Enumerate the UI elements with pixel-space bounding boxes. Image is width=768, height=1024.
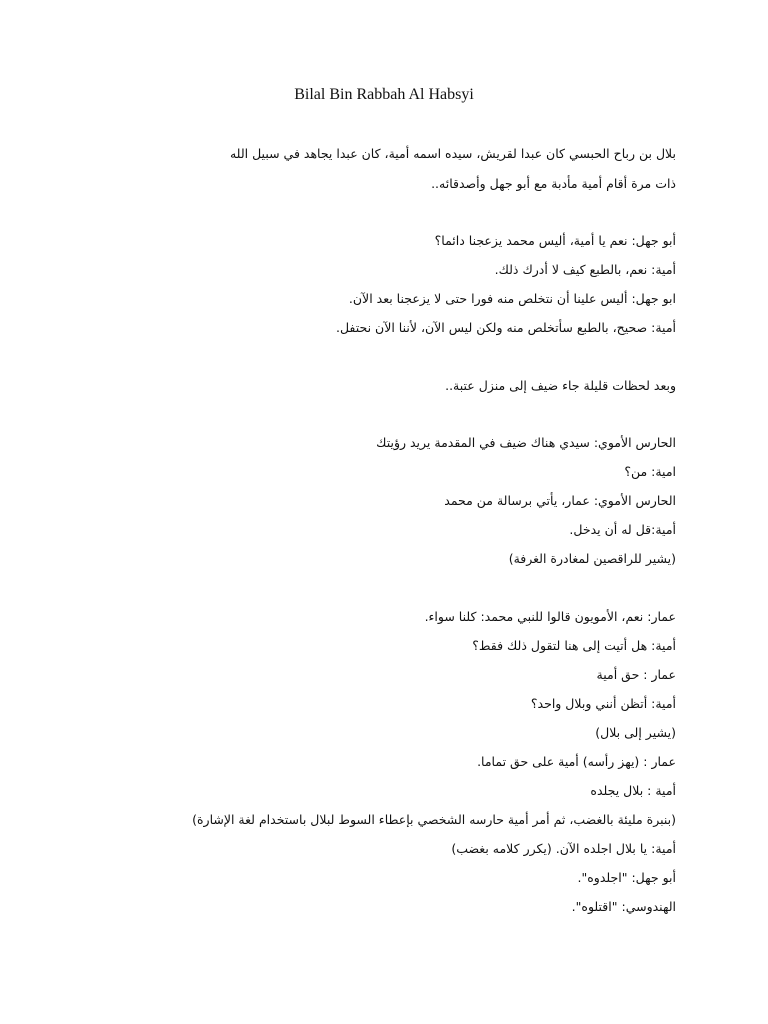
text-line: عمار: نعم، الأمويون قالوا للنبي محمد: كلنا سواء. <box>424 609 676 624</box>
text-line: الهندوسي: "اقتلوه". <box>571 899 676 914</box>
text-line: بلال بن رباح الحبسي كان عبدا لقريش، سيده اسمه أمية، كان عبدا يجاهد في سبيل الله <box>229 146 676 161</box>
text-line: الحارس الأموي: سيدي هناك ضيف في المقدمة يريد رؤيتك <box>376 435 676 450</box>
text-line: أمية:قل له أن يدخل. <box>569 522 676 537</box>
text-line: أمية: هل أتيت إلى هنا لتقول ذلك فقط؟ <box>472 638 676 653</box>
text-line: (بنبرة مليئة بالغضب، ثم أمر أمية حارسه الشخصي بإعطاء السوط لبلال باستخدام لغة الإشارة) <box>192 812 676 827</box>
text-line: امية: من؟ <box>624 464 676 479</box>
text-line: أمية : بلال يجلده <box>590 783 676 798</box>
text-line: أبو جهل: "اجلدوه". <box>577 870 676 885</box>
text-line: (يشير للراقصين لمغادرة الغرفة) <box>508 551 676 566</box>
text-line: أبو جهل: نعم يا أمية، أليس محمد يزعجنا دائما؟ <box>434 233 676 248</box>
text-line: أمية: صحيح، بالطبع سأتخلص منه ولكن ليس الآن، لأننا الآن نحتفل. <box>335 320 676 335</box>
text-line: ذات مرة أقام أمية مأدبة مع أبو جهل وأصدقائه.. <box>431 176 676 191</box>
text-line: أمية: نعم، بالطبع كيف لا أدرك ذلك. <box>494 262 676 277</box>
text-line: أمية: أتظن أنني وبلال واحد؟ <box>530 696 676 711</box>
text-line: (يشير إلى بلال) <box>595 725 676 740</box>
text-line: عمار : حق أمية <box>596 667 676 682</box>
text-line: أمية: يا بلال اجلده الآن. (يكرر كلامه بغضب) <box>451 841 676 856</box>
text-line: وبعد لحظات قليلة جاء ضيف إلى منزل عتبة.. <box>445 378 676 393</box>
document-title: Bilal Bin Rabbah Al Habsyi <box>294 86 474 103</box>
text-line: الحارس الأموي: عمار، يأتي برسالة من محمد <box>444 493 676 508</box>
text-line: عمار : (يهز رأسه) أمية على حق تماما. <box>477 754 676 769</box>
text-line: ابو جهل: أليس علينا أن نتخلص منه فورا حتى لا يزعجنا بعد الآن. <box>348 291 676 306</box>
